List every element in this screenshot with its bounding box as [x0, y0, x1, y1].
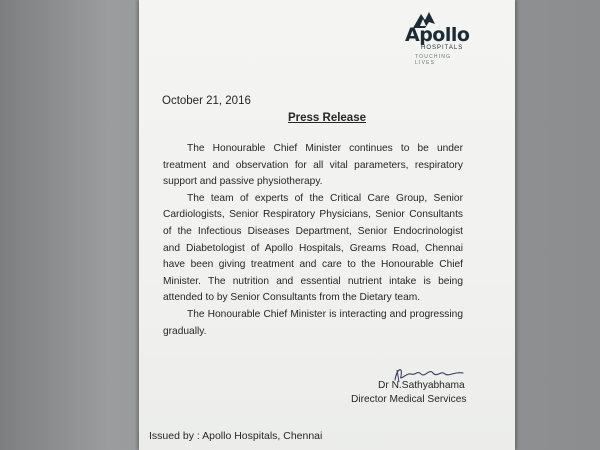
issued-by: Issued by : Apollo Hospitals, Chennai — [149, 430, 323, 442]
signatory-name: Dr N.Sathyabhama — [378, 380, 465, 391]
document-heading: Press Release — [287, 112, 366, 124]
document-body — [163, 141, 463, 340]
logo-subbrand: HOSPITALS — [421, 45, 464, 51]
signatory-title: Director Medical Services — [351, 394, 467, 405]
document-date: October 21, 2016 — [162, 95, 251, 107]
paragraph-1: The Honourable Chief Minister continues to be under treatment and observation for all vital parameters, respiratory support and passive physiotherapy. — [163, 143, 463, 188]
paragraph-3: The Honourable Chief Minister is interacting and progressing gradually. — [163, 308, 463, 337]
apollo-logo — [401, 10, 471, 66]
logo-wordmark: Apollo — [405, 24, 470, 46]
press-release-document — [139, 0, 515, 450]
paragraph-2: The team of experts of the Critical Care Group, Senior Cardiologists, Senior Respiratory Physicians, Senior Consultants of the Infectious Diseases Department, Senior Endocrinologist and Diabetologist of Apollo Hospitals, Greams Road, Chennai have been giving treatment and care to the Honourable Chief Minister. The nutrition and essential nutrient intake is being attended to by Senior Consultants from the Dietary team. — [163, 192, 463, 304]
logo-tagline: TOUCHING LIVES — [415, 54, 452, 66]
